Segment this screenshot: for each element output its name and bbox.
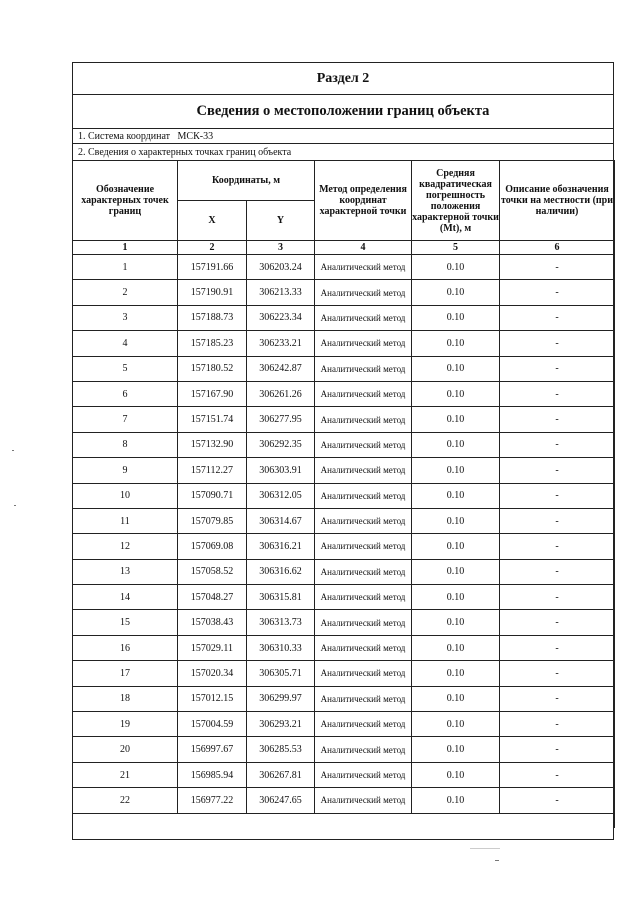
error-value: 0.10 [412,610,500,635]
y-coordinate: 306233.21 [247,331,315,356]
y-coordinate: 306303.91 [247,458,315,483]
table-row [73,712,615,737]
point-number: 19 [73,712,178,737]
method-cell: Аналитический метод [315,255,412,280]
table-row [73,305,615,330]
description-cell: - [500,331,615,356]
description-cell: - [500,635,615,660]
x-coordinate: 157132.90 [178,432,247,457]
point-number: 1 [73,255,178,280]
point-number: 12 [73,534,178,559]
point-number: 8 [73,432,178,457]
x-coordinate: 157079.85 [178,508,247,533]
error-value: 0.10 [412,407,500,432]
document-frame [72,62,614,840]
y-coordinate: 306247.65 [247,788,315,813]
point-number: 10 [73,483,178,508]
scan-speck [470,848,500,849]
header-x: X [178,201,247,241]
table-row [73,255,615,280]
x-coordinate: 157191.66 [178,255,247,280]
description-cell: - [500,508,615,533]
blank-cell [73,813,615,828]
table-row [73,534,615,559]
method-cell: Аналитический метод [315,635,412,660]
coordinate-system-label: 1. Система координат [78,131,171,142]
description-cell: - [500,407,615,432]
error-value: 0.10 [412,559,500,584]
point-number: 22 [73,788,178,813]
scan-speck [14,505,16,506]
y-coordinate: 306242.87 [247,356,315,381]
column-number-row [73,241,615,255]
x-coordinate: 157004.59 [178,712,247,737]
y-coordinate: 306285.53 [247,737,315,762]
point-number: 13 [73,559,178,584]
blank-row [73,813,615,828]
coordinate-system-value: МСК-33 [177,131,214,142]
x-coordinate: 157167.90 [178,381,247,406]
header-description: Описание обозначения точки на местности (при наличии) [500,161,615,241]
x-coordinate: 157180.52 [178,356,247,381]
table-row [73,610,615,635]
method-cell: Аналитический метод [315,381,412,406]
table-row [73,331,615,356]
header-method: Метод определения координат характерной точки [315,161,412,241]
scan-speck [12,450,14,451]
method-cell: Аналитический метод [315,737,412,762]
section-heading: Раздел 2 [73,63,613,95]
error-value: 0.10 [412,255,500,280]
point-number: 9 [73,458,178,483]
table-row [73,356,615,381]
table-row [73,737,615,762]
point-number: 2 [73,280,178,305]
point-number: 7 [73,407,178,432]
method-cell: Аналитический метод [315,508,412,533]
error-value: 0.10 [412,280,500,305]
point-number: 15 [73,610,178,635]
point-number: 18 [73,686,178,711]
method-cell: Аналитический метод [315,432,412,457]
column-number: 3 [247,241,315,255]
x-coordinate: 157038.43 [178,610,247,635]
y-coordinate: 306316.62 [247,559,315,584]
description-cell: - [500,255,615,280]
description-cell: - [500,305,615,330]
table-row [73,585,615,610]
column-number: 4 [315,241,412,255]
method-cell: Аналитический метод [315,661,412,686]
table-row [73,458,615,483]
header-y: Y [247,201,315,241]
y-coordinate: 306203.24 [247,255,315,280]
y-coordinate: 306315.81 [247,585,315,610]
method-cell: Аналитический метод [315,280,412,305]
header-error: Средняя квадратическая погрешность положения характерной точки (Mt), м [412,161,500,241]
error-value: 0.10 [412,432,500,457]
point-number: 4 [73,331,178,356]
description-cell: - [500,661,615,686]
method-cell: Аналитический метод [315,762,412,787]
x-coordinate: 157069.08 [178,534,247,559]
method-cell: Аналитический метод [315,559,412,584]
y-coordinate: 306277.95 [247,407,315,432]
y-coordinate: 306316.21 [247,534,315,559]
error-value: 0.10 [412,737,500,762]
method-cell: Аналитический метод [315,712,412,737]
error-value: 0.10 [412,305,500,330]
y-coordinate: 306299.97 [247,686,315,711]
method-cell: Аналитический метод [315,534,412,559]
error-value: 0.10 [412,331,500,356]
error-value: 0.10 [412,534,500,559]
header-coordinates: Координаты, м [178,161,315,201]
x-coordinate: 156977.22 [178,788,247,813]
table-row [73,483,615,508]
description-cell: - [500,585,615,610]
column-number: 5 [412,241,500,255]
x-coordinate: 157029.11 [178,635,247,660]
x-coordinate: 157112.27 [178,458,247,483]
error-value: 0.10 [412,381,500,406]
table-row [73,661,615,686]
x-coordinate: 157151.74 [178,407,247,432]
y-coordinate: 306213.33 [247,280,315,305]
description-cell: - [500,432,615,457]
x-coordinate: 157020.34 [178,661,247,686]
method-cell: Аналитический метод [315,585,412,610]
error-value: 0.10 [412,762,500,787]
table-row [73,432,615,457]
point-number: 11 [73,508,178,533]
method-cell: Аналитический метод [315,407,412,432]
description-cell: - [500,712,615,737]
x-coordinate: 157090.71 [178,483,247,508]
x-coordinate: 156985.94 [178,762,247,787]
header-designation: Обозначение характерных точек границ [73,161,178,241]
table-row [73,559,615,584]
error-value: 0.10 [412,508,500,533]
method-cell: Аналитический метод [315,788,412,813]
description-cell: - [500,686,615,711]
description-cell: - [500,610,615,635]
x-coordinate: 157190.91 [178,280,247,305]
point-number: 14 [73,585,178,610]
boundary-points-table [72,160,615,828]
method-cell: Аналитический метод [315,458,412,483]
table-row [73,762,615,787]
table-row [73,508,615,533]
points-heading: 2. Сведения о характерных точках границ объекта [73,144,613,161]
y-coordinate: 306305.71 [247,661,315,686]
error-value: 0.10 [412,686,500,711]
method-cell: Аналитический метод [315,331,412,356]
description-cell: - [500,737,615,762]
method-cell: Аналитический метод [315,305,412,330]
y-coordinate: 306313.73 [247,610,315,635]
y-coordinate: 306293.21 [247,712,315,737]
method-cell: Аналитический метод [315,610,412,635]
error-value: 0.10 [412,356,500,381]
description-cell: - [500,458,615,483]
x-coordinate: 157012.15 [178,686,247,711]
y-coordinate: 306314.67 [247,508,315,533]
point-number: 16 [73,635,178,660]
table-row [73,686,615,711]
table-row [73,635,615,660]
x-coordinate: 156997.67 [178,737,247,762]
y-coordinate: 306267.81 [247,762,315,787]
error-value: 0.10 [412,585,500,610]
y-coordinate: 306261.26 [247,381,315,406]
description-cell: - [500,534,615,559]
description-cell: - [500,788,615,813]
x-coordinate: 157188.73 [178,305,247,330]
y-coordinate: 306312.05 [247,483,315,508]
method-cell: Аналитический метод [315,686,412,711]
point-number: 5 [73,356,178,381]
y-coordinate: 306223.34 [247,305,315,330]
description-cell: - [500,280,615,305]
error-value: 0.10 [412,712,500,737]
point-number: 6 [73,381,178,406]
point-number: 17 [73,661,178,686]
document-title: Сведения о местоположении границ объекта [73,95,613,129]
y-coordinate: 306310.33 [247,635,315,660]
x-coordinate: 157048.27 [178,585,247,610]
description-cell: - [500,381,615,406]
point-number: 21 [73,762,178,787]
column-number: 1 [73,241,178,255]
column-number: 6 [500,241,615,255]
description-cell: - [500,559,615,584]
error-value: 0.10 [412,788,500,813]
point-number: 20 [73,737,178,762]
error-value: 0.10 [412,458,500,483]
column-number: 2 [178,241,247,255]
table-row [73,381,615,406]
description-cell: - [500,762,615,787]
table-row [73,407,615,432]
table-row [73,280,615,305]
error-value: 0.10 [412,635,500,660]
description-cell: - [500,483,615,508]
table-row [73,788,615,813]
error-value: 0.10 [412,483,500,508]
method-cell: Аналитический метод [315,483,412,508]
method-cell: Аналитический метод [315,356,412,381]
x-coordinate: 157185.23 [178,331,247,356]
error-value: 0.10 [412,661,500,686]
y-coordinate: 306292.35 [247,432,315,457]
description-cell: - [500,356,615,381]
scan-speck [495,860,499,861]
coordinate-system-line [73,129,613,144]
x-coordinate: 157058.52 [178,559,247,584]
point-number: 3 [73,305,178,330]
